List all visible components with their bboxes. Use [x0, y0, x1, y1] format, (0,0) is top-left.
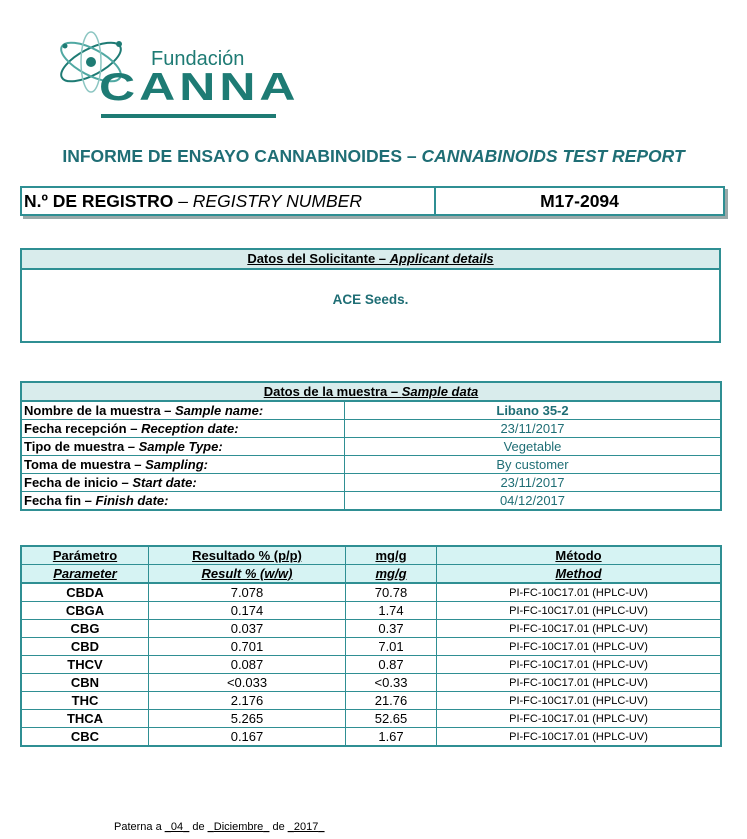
registry-box	[20, 186, 725, 216]
sample-data-table	[20, 381, 722, 511]
footer-de: de	[269, 821, 288, 833]
footer-year: 2017	[293, 821, 319, 833]
method-cell: PI-FC-10C17.01 (HPLC-UV)	[437, 710, 722, 728]
method-cell: PI-FC-10C17.01 (HPLC-UV)	[437, 638, 722, 656]
result-cell: 2.176	[149, 692, 346, 710]
sample-header	[21, 382, 721, 401]
signature-date-line: Paterna a _04_ de _Diciembre_ de _2017_	[114, 821, 325, 833]
mgg-cell: <0.33	[346, 674, 437, 692]
sample-row-label: Tipo de muestra – Sample Type:	[21, 438, 345, 456]
registry-number: M17-2094	[540, 191, 619, 211]
sample-row	[21, 420, 721, 438]
registry-label-es: N.º DE REGISTRO	[24, 191, 174, 211]
table-row	[21, 728, 721, 747]
col-header-result-es: Resultado % (p/p)	[149, 546, 346, 565]
mgg-cell: 1.74	[346, 602, 437, 620]
footer-de: de	[189, 821, 208, 833]
mgg-cell: 70.78	[346, 583, 437, 602]
results-header-row-es	[21, 546, 721, 565]
method-cell: PI-FC-10C17.01 (HPLC-UV)	[437, 602, 722, 620]
sample-row-value: Vegetable	[345, 438, 722, 456]
sample-row-value: By customer	[345, 456, 722, 474]
table-row	[21, 674, 721, 692]
footer-day: 04	[170, 821, 184, 833]
result-cell: 0.087	[149, 656, 346, 674]
table-row	[21, 710, 721, 728]
result-cell: 0.167	[149, 728, 346, 747]
mgg-cell: 52.65	[346, 710, 437, 728]
sample-row-label: Fecha recepción – Reception date:	[21, 420, 345, 438]
mgg-cell: 7.01	[346, 638, 437, 656]
sample-header-en: Sample data	[401, 383, 479, 399]
applicant-name: ACE Seeds.	[332, 292, 409, 307]
sample-row-label: Fecha fin – Finish date:	[21, 492, 345, 511]
footer-prefix: Paterna a	[114, 821, 165, 833]
sample-row	[21, 401, 721, 420]
param-cell: CBDA	[21, 583, 149, 602]
sample-row-label: Fecha de inicio – Start date:	[21, 474, 345, 492]
applicant-header-en: Applicant details	[389, 251, 494, 266]
col-header-parameter-es: Parámetro	[21, 546, 149, 565]
registry-label	[22, 188, 436, 214]
table-row	[21, 583, 721, 602]
sample-header-es: Datos de la muestra –	[263, 383, 402, 399]
param-cell: THCA	[21, 710, 149, 728]
method-cell: PI-FC-10C17.01 (HPLC-UV)	[437, 583, 722, 602]
param-cell: CBC	[21, 728, 149, 747]
results-header-row-en	[21, 565, 721, 584]
mgg-cell: 1.67	[346, 728, 437, 747]
applicant-header	[22, 250, 719, 270]
logo-text-canna: CANNA	[99, 64, 300, 109]
applicant-header-es: Datos del Solicitante –	[247, 251, 390, 266]
sample-row-value: Libano 35-2	[345, 401, 722, 420]
param-cell: THC	[21, 692, 149, 710]
applicant-box	[20, 248, 721, 343]
logo	[55, 22, 300, 122]
result-cell: 0.037	[149, 620, 346, 638]
result-cell: 5.265	[149, 710, 346, 728]
col-header-method-es: Método	[437, 546, 722, 565]
sample-row	[21, 474, 721, 492]
report-title-en: CANNABINOIDS TEST REPORT	[421, 146, 685, 166]
col-header-parameter-en: Parameter	[21, 565, 149, 584]
table-row	[21, 620, 721, 638]
method-cell: PI-FC-10C17.01 (HPLC-UV)	[437, 692, 722, 710]
registry-label-en: – REGISTRY NUMBER	[173, 191, 362, 211]
result-cell: 0.174	[149, 602, 346, 620]
sample-row-value: 23/11/2017	[345, 474, 722, 492]
method-cell: PI-FC-10C17.01 (HPLC-UV)	[437, 620, 722, 638]
method-cell: PI-FC-10C17.01 (HPLC-UV)	[437, 728, 722, 747]
sample-row	[21, 438, 721, 456]
report-title	[0, 146, 747, 167]
sample-row-label: Toma de muestra – Sampling:	[21, 456, 345, 474]
param-cell: CBD	[21, 638, 149, 656]
footer-month: Diciembre	[213, 821, 264, 833]
logo-text-fundacion: Fundación	[151, 48, 245, 70]
table-row	[21, 638, 721, 656]
sample-row-value: 23/11/2017	[345, 420, 722, 438]
results-table	[20, 545, 722, 747]
mgg-cell: 0.37	[346, 620, 437, 638]
sample-row	[21, 456, 721, 474]
sample-row-label: Nombre de la muestra – Sample name:	[21, 401, 345, 420]
param-cell: CBGA	[21, 602, 149, 620]
mgg-cell: 0.87	[346, 656, 437, 674]
result-cell: 7.078	[149, 583, 346, 602]
report-title-es: INFORME DE ENSAYO CANNABINOIDES –	[62, 146, 422, 166]
param-cell: CBN	[21, 674, 149, 692]
table-row	[21, 602, 721, 620]
col-header-result-en: Result % (w/w)	[149, 565, 346, 584]
sample-row	[21, 492, 721, 511]
col-header-mgg-es: mg/g	[346, 546, 437, 565]
result-cell: 0.701	[149, 638, 346, 656]
col-header-method-en: Method	[437, 565, 722, 584]
param-cell: CBG	[21, 620, 149, 638]
method-cell: PI-FC-10C17.01 (HPLC-UV)	[437, 674, 722, 692]
logo-underline	[101, 114, 276, 118]
mgg-cell: 21.76	[346, 692, 437, 710]
method-cell: PI-FC-10C17.01 (HPLC-UV)	[437, 656, 722, 674]
table-row	[21, 656, 721, 674]
result-cell: <0.033	[149, 674, 346, 692]
table-row	[21, 692, 721, 710]
param-cell: THCV	[21, 656, 149, 674]
sample-row-value: 04/12/2017	[345, 492, 722, 511]
col-header-mgg-en: mg/g	[346, 565, 437, 584]
